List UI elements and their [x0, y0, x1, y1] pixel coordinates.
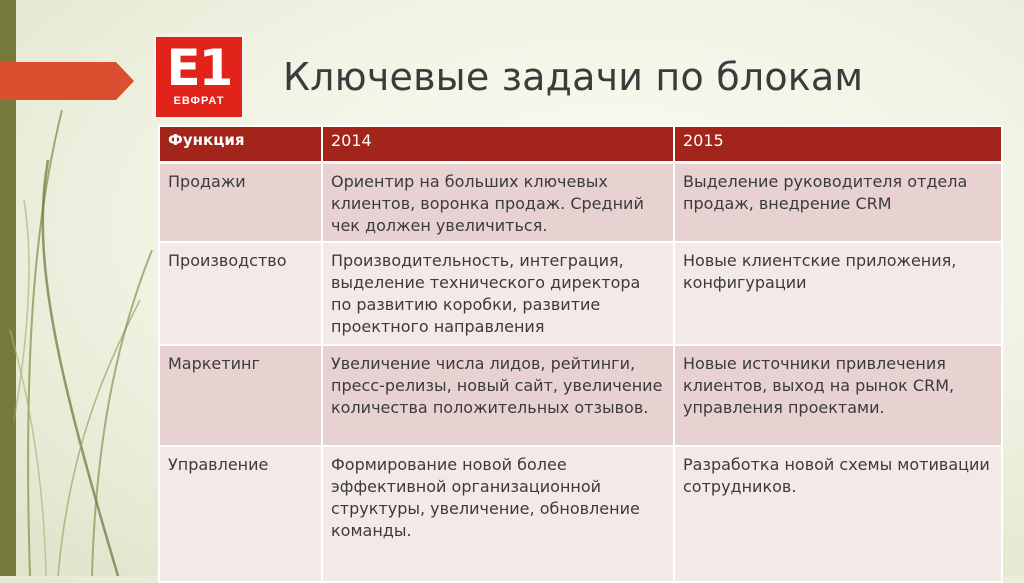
tasks-table — [158, 125, 1003, 583]
logo-mark: E1 — [166, 39, 232, 97]
function-cell: Производство — [159, 242, 322, 345]
cell-2015: Выделение руководителя отдела продаж, внедрение CRM — [674, 163, 1002, 243]
function-cell: Управление — [159, 446, 322, 582]
cell-2014: Формирование новой более эффективной организационной структуры, увеличение, обновление команды. — [322, 446, 674, 582]
table-row — [159, 242, 1002, 345]
logo-text: ЕВФРАТ — [173, 95, 225, 107]
header-2015: 2015 — [674, 126, 1002, 163]
table-row — [159, 163, 1002, 243]
table-row — [159, 345, 1002, 446]
table-header-row — [159, 126, 1002, 163]
cell-2015: Новые источники привлечения клиентов, выход на рынок CRM, управления проектами. — [674, 345, 1002, 446]
cell-2014: Производительность, интеграция, выделение технического директора по развитию коробки, развитие проектного направления — [322, 242, 674, 345]
cell-2014: Увеличение числа лидов, рейтинги, пресс-релизы, новый сайт, увеличение количества положительных отзывов. — [322, 345, 674, 446]
company-logo — [156, 37, 242, 117]
cell-2015: Разработка новой схемы мотивации сотрудников. — [674, 446, 1002, 582]
cell-2015: Новые клиентские приложения, конфигурации — [674, 242, 1002, 345]
header-2014: 2014 — [322, 126, 674, 163]
function-cell: Продажи — [159, 163, 322, 243]
header-function: Функция — [159, 126, 322, 163]
function-cell: Маркетинг — [159, 345, 322, 446]
table-row — [159, 446, 1002, 582]
slide-title: Ключевые задачи по блокам — [283, 55, 864, 99]
title-arrow-marker — [0, 62, 134, 100]
cell-2014: Ориентир на больших ключевых клиентов, воронка продаж. Средний чек должен увеличиться. — [322, 163, 674, 243]
